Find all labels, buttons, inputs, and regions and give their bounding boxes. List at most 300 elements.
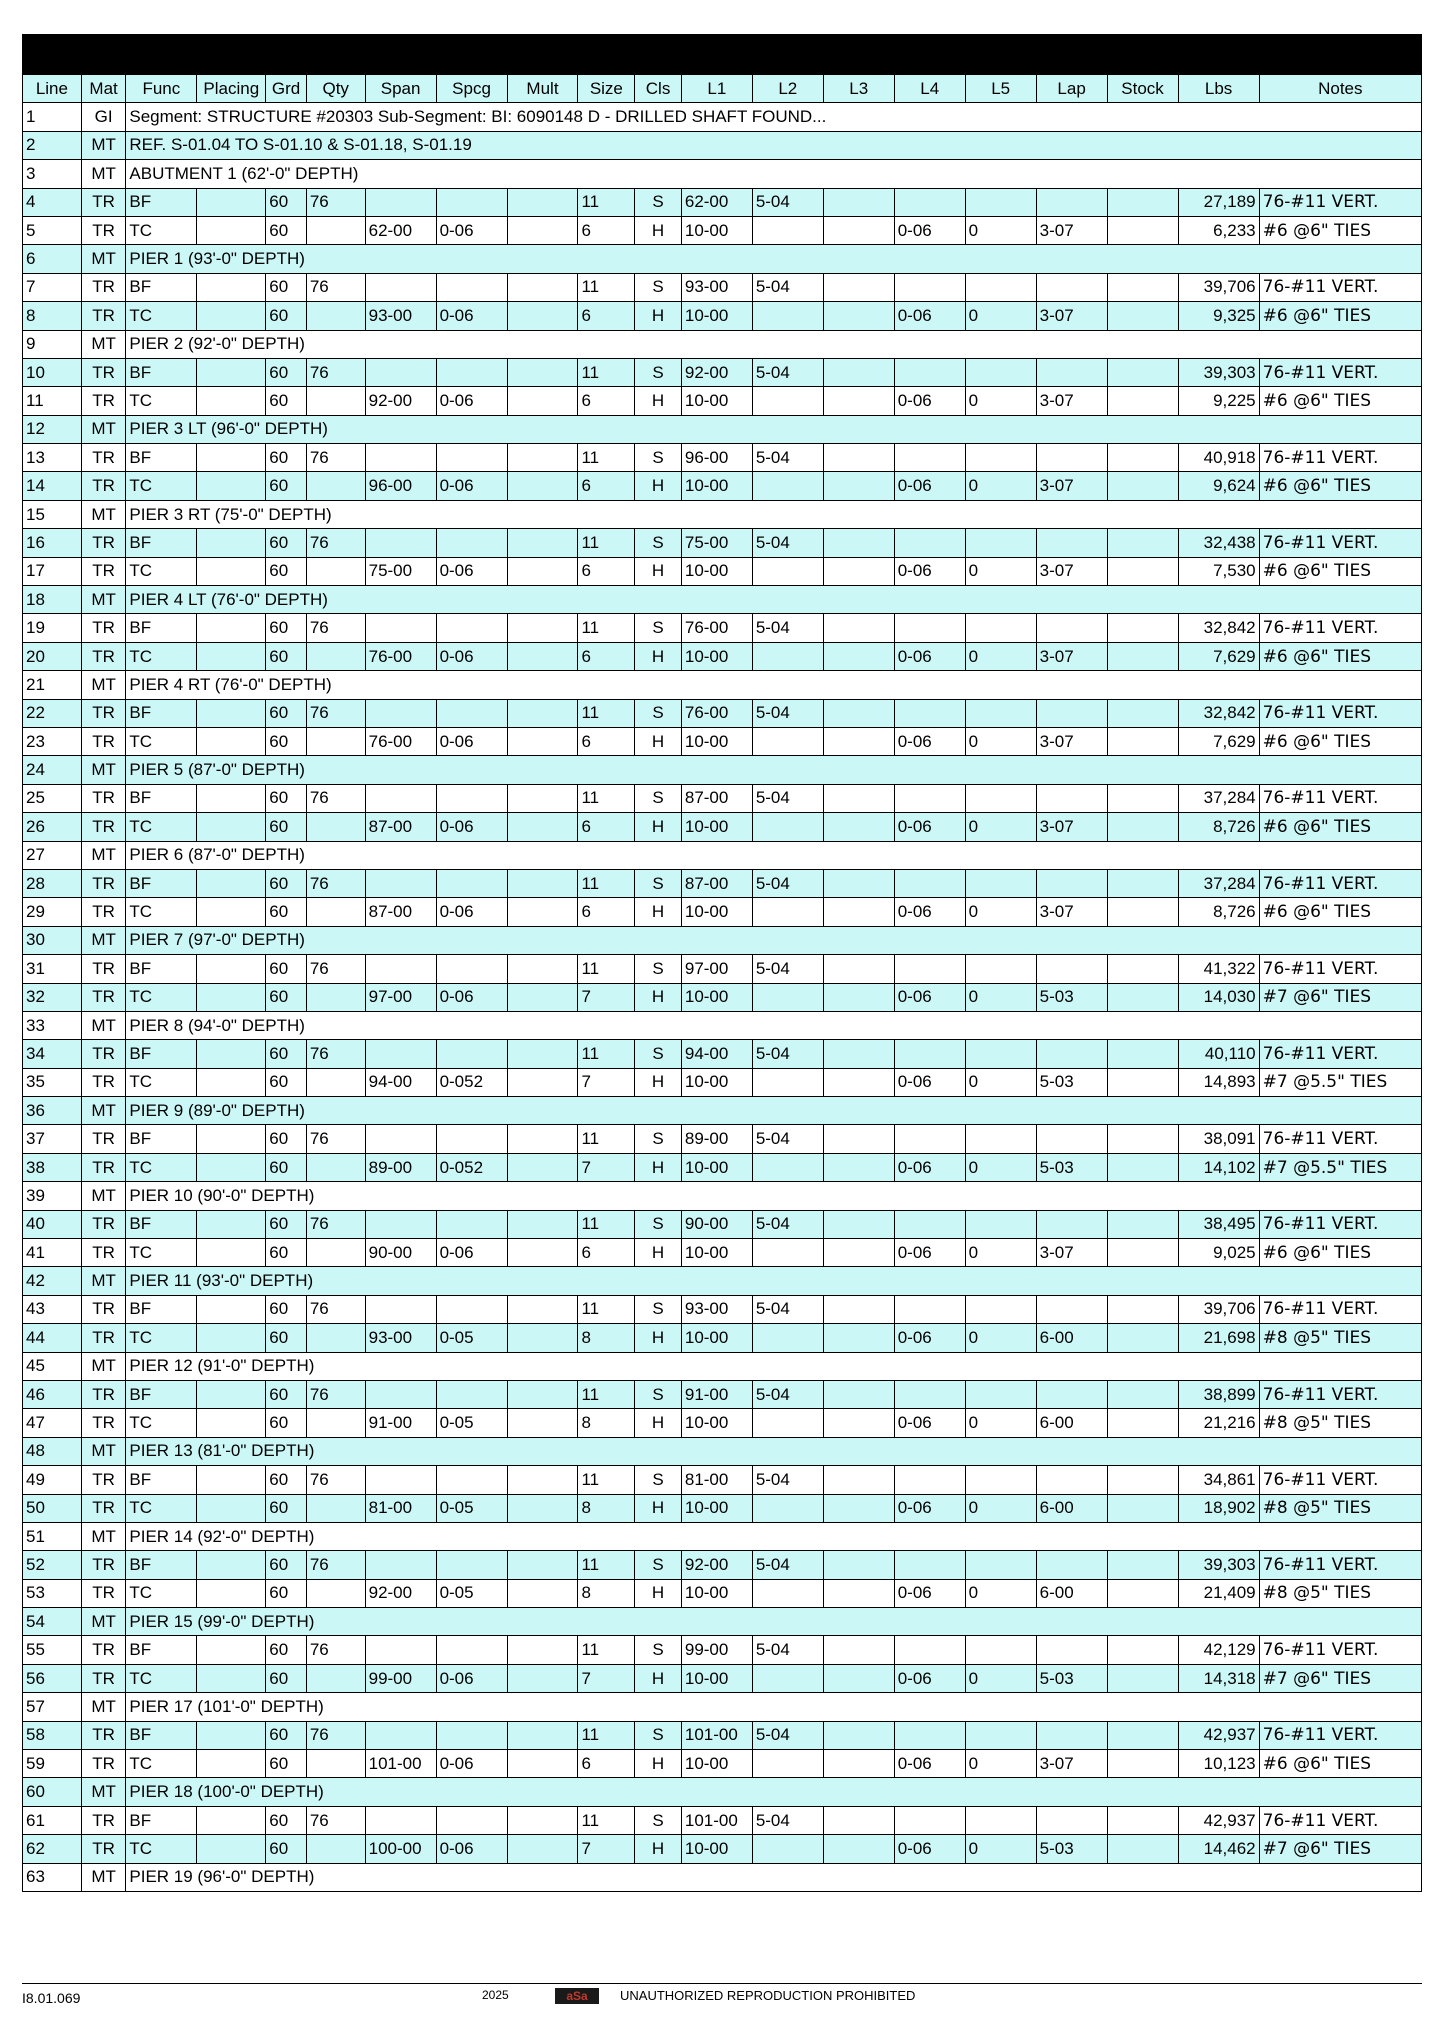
table-row [23,1664,1422,1692]
cell-line: 39 [23,1182,82,1210]
cell-cls: H [635,216,682,244]
cell-func: BF [126,1806,197,1834]
cell-l1: 10-00 [681,727,752,755]
table-row [23,1494,1422,1522]
table-row [23,444,1422,472]
cell-size: 11 [578,529,635,557]
cell-cls: S [635,1125,682,1153]
cell-cls: S [635,273,682,301]
cell-l1: 99-00 [681,1636,752,1664]
cell-span: 91-00 [365,1409,436,1437]
cell-mult [507,472,578,500]
cell-l5: 0 [965,1835,1036,1863]
cell-stock [1107,273,1178,301]
cell-line: 26 [23,813,82,841]
cell-spcg: 0-06 [436,302,507,330]
column-header-cls: Cls [635,75,682,103]
cell-l5: 0 [965,557,1036,585]
cell-l5 [965,699,1036,727]
cell-func: BF [126,358,197,386]
cell-placing [197,529,266,557]
cell-cls: S [635,699,682,727]
cell-func: TC [126,1494,197,1522]
cell-l5: 0 [965,898,1036,926]
cell-l1: 10-00 [681,1239,752,1267]
cell-mat: MT [81,1437,126,1465]
cell-span: 75-00 [365,557,436,585]
cell-mat: TR [81,273,126,301]
cell-mult [507,1295,578,1323]
cell-lbs: 38,495 [1178,1210,1259,1238]
cell-size: 7 [578,1153,635,1181]
cell-span: 92-00 [365,1579,436,1607]
cell-notes: 76-#11 VERT. [1259,444,1421,472]
cell-cls: S [635,188,682,216]
cell-lap: 5-03 [1036,1835,1107,1863]
cell-spcg: 0-05 [436,1579,507,1607]
cell-grd: 60 [266,1551,307,1579]
cell-mult [507,614,578,642]
cell-cls: H [635,1579,682,1607]
cell-l2 [752,1324,823,1352]
cell-lbs: 27,189 [1178,188,1259,216]
cell-lbs: 41,322 [1178,955,1259,983]
cell-l1: 10-00 [681,1324,752,1352]
cell-lap [1036,1210,1107,1238]
cell-notes: 76-#11 VERT. [1259,358,1421,386]
cell-line: 18 [23,586,82,614]
cell-size: 6 [578,1750,635,1778]
cell-l1: 76-00 [681,614,752,642]
cell-stock [1107,1153,1178,1181]
cell-func: BF [126,1551,197,1579]
table-row [23,1608,1422,1636]
cell-placing [197,444,266,472]
cell-mat: MT [81,841,126,869]
cell-placing [197,1295,266,1323]
table-row [23,302,1422,330]
cell-mult [507,1125,578,1153]
cell-l5: 0 [965,813,1036,841]
cell-spcg: 0-06 [436,813,507,841]
cell-mat: MT [81,160,126,188]
cell-l2 [752,1664,823,1692]
cell-spcg: 0-06 [436,387,507,415]
cell-qty [306,813,365,841]
cell-l2 [752,1239,823,1267]
cell-grd: 60 [266,813,307,841]
cell-placing [197,1409,266,1437]
cell-l3 [823,699,894,727]
table-row [23,1437,1422,1465]
cell-l2: 5-04 [752,1380,823,1408]
cell-line: 12 [23,415,82,443]
cell-stock [1107,1636,1178,1664]
cell-grd: 60 [266,302,307,330]
cell-qty: 76 [306,1551,365,1579]
cell-l4: 0-06 [894,813,965,841]
cell-line: 60 [23,1778,82,1806]
cell-grd: 60 [266,1721,307,1749]
cell-l5: 0 [965,1153,1036,1181]
cell-grd: 60 [266,1153,307,1181]
cell-lap: 3-07 [1036,813,1107,841]
cell-func: BF [126,699,197,727]
cell-mult [507,1068,578,1096]
cell-grd: 60 [266,529,307,557]
cell-l5: 0 [965,1750,1036,1778]
cell-line: 52 [23,1551,82,1579]
table-row [23,330,1422,358]
cell-l2 [752,472,823,500]
cell-l5: 0 [965,1068,1036,1096]
cell-span [365,1210,436,1238]
cell-lap: 3-07 [1036,898,1107,926]
cell-lbs: 39,303 [1178,358,1259,386]
cell-mat: MT [81,1778,126,1806]
cell-placing [197,1750,266,1778]
cell-l5 [965,1210,1036,1238]
cell-mult [507,557,578,585]
table-row [23,1579,1422,1607]
cell-line: 15 [23,500,82,528]
table-row [23,1835,1422,1863]
copyright-notice: UNAUTHORIZED REPRODUCTION PROHIBITED [620,1988,916,2003]
cell-lbs: 38,091 [1178,1125,1259,1153]
cell-line: 11 [23,387,82,415]
cell-mult [507,1721,578,1749]
cell-line: 14 [23,472,82,500]
cell-text: PIER 17 (101'-0" DEPTH) [126,1693,1422,1721]
cell-size: 11 [578,1040,635,1068]
cell-l4 [894,1210,965,1238]
cell-lbs: 7,530 [1178,557,1259,585]
cell-spcg: 0-06 [436,472,507,500]
cell-lap: 3-07 [1036,387,1107,415]
cell-l1: 10-00 [681,1494,752,1522]
cell-mat: MT [81,1522,126,1550]
cell-qty [306,1664,365,1692]
cell-l3 [823,1239,894,1267]
cell-l1: 90-00 [681,1210,752,1238]
cell-line: 25 [23,784,82,812]
column-header-mat: Mat [81,75,126,103]
cell-placing [197,358,266,386]
cell-lbs: 14,318 [1178,1664,1259,1692]
cell-mat: TR [81,1664,126,1692]
table-row [23,898,1422,926]
cell-span [365,699,436,727]
cell-mat: TR [81,898,126,926]
cell-l2: 5-04 [752,188,823,216]
cell-lbs: 9,325 [1178,302,1259,330]
cell-l3 [823,1040,894,1068]
cell-qty [306,1324,365,1352]
rebar-schedule-table [22,74,1422,1892]
cell-cls: S [635,955,682,983]
cell-spcg [436,529,507,557]
cell-stock [1107,472,1178,500]
cell-l4 [894,955,965,983]
cell-lap [1036,1551,1107,1579]
cell-line: 53 [23,1579,82,1607]
cell-func: BF [126,273,197,301]
cell-span [365,1806,436,1834]
cell-mat: TR [81,302,126,330]
cell-notes: #8 @5" TIES [1259,1579,1421,1607]
cell-spcg: 0-06 [436,1835,507,1863]
cell-func: TC [126,387,197,415]
cell-stock [1107,727,1178,755]
cell-stock [1107,642,1178,670]
cell-spcg [436,1295,507,1323]
cell-span [365,784,436,812]
cell-lbs: 39,706 [1178,1295,1259,1323]
cell-l2: 5-04 [752,444,823,472]
cell-l1: 62-00 [681,188,752,216]
cell-size: 7 [578,1664,635,1692]
cell-span [365,1551,436,1579]
cell-qty: 76 [306,1380,365,1408]
cell-qty [306,557,365,585]
cell-notes: 76-#11 VERT. [1259,188,1421,216]
cell-func: TC [126,1153,197,1181]
cell-l3 [823,1551,894,1579]
cell-func: TC [126,216,197,244]
cell-func: BF [126,529,197,557]
cell-l1: 10-00 [681,1153,752,1181]
table-row [23,869,1422,897]
cell-qty [306,1153,365,1181]
cell-size: 7 [578,1068,635,1096]
cell-l4 [894,1721,965,1749]
cell-l1: 81-00 [681,1466,752,1494]
table-row [23,1636,1422,1664]
cell-stock [1107,1324,1178,1352]
cell-l3 [823,358,894,386]
table-row [23,699,1422,727]
cell-lap [1036,358,1107,386]
cell-cls: S [635,1380,682,1408]
cell-mat: MT [81,1352,126,1380]
cell-func: TC [126,472,197,500]
cell-lap: 3-07 [1036,557,1107,585]
cell-l3 [823,188,894,216]
cell-func: TC [126,1835,197,1863]
cell-lap: 5-03 [1036,1664,1107,1692]
table-row [23,1551,1422,1579]
cell-mult [507,983,578,1011]
cell-lap [1036,1295,1107,1323]
table-row [23,671,1422,699]
cell-placing [197,1380,266,1408]
cell-placing [197,614,266,642]
cell-func: BF [126,188,197,216]
cell-stock [1107,784,1178,812]
cell-grd: 60 [266,387,307,415]
cell-l1: 89-00 [681,1125,752,1153]
column-header-l3: L3 [823,75,894,103]
cell-notes: #6 @6" TIES [1259,302,1421,330]
cell-spcg [436,614,507,642]
cell-size: 11 [578,273,635,301]
cell-grd: 60 [266,1664,307,1692]
cell-l4: 0-06 [894,557,965,585]
cell-lap [1036,1380,1107,1408]
cell-span: 97-00 [365,983,436,1011]
cell-text: PIER 4 RT (76'-0" DEPTH) [126,671,1422,699]
cell-l2: 5-04 [752,273,823,301]
cell-mat: MT [81,415,126,443]
cell-l2: 5-04 [752,1721,823,1749]
cell-l2 [752,1835,823,1863]
cell-lbs: 21,409 [1178,1579,1259,1607]
cell-l1: 87-00 [681,784,752,812]
cell-mat: GI [81,103,126,131]
cell-line: 44 [23,1324,82,1352]
cell-mult [507,784,578,812]
cell-stock [1107,1210,1178,1238]
cell-lap [1036,1806,1107,1834]
table-row [23,1182,1422,1210]
column-header-lbs: Lbs [1178,75,1259,103]
cell-l5: 0 [965,983,1036,1011]
cell-l5 [965,358,1036,386]
cell-func: TC [126,642,197,670]
cell-l5 [965,1295,1036,1323]
cell-spcg [436,699,507,727]
cell-lap: 3-07 [1036,302,1107,330]
cell-size: 11 [578,955,635,983]
cell-mat: TR [81,1324,126,1352]
cell-line: 33 [23,1011,82,1039]
cell-grd: 60 [266,1210,307,1238]
cell-l5: 0 [965,1324,1036,1352]
cell-qty [306,387,365,415]
cell-spcg [436,1466,507,1494]
cell-grd: 60 [266,557,307,585]
cell-l2: 5-04 [752,1551,823,1579]
cell-grd: 60 [266,1239,307,1267]
table-row [23,1153,1422,1181]
table-row [23,1806,1422,1834]
cell-size: 7 [578,1835,635,1863]
cell-qty: 76 [306,614,365,642]
cell-qty [306,983,365,1011]
cell-l4: 0-06 [894,983,965,1011]
cell-placing [197,1324,266,1352]
cell-mat: TR [81,387,126,415]
cell-mat: TR [81,1068,126,1096]
cell-stock [1107,216,1178,244]
cell-notes: 76-#11 VERT. [1259,529,1421,557]
cell-line: 42 [23,1267,82,1295]
cell-func: BF [126,955,197,983]
cell-lbs: 32,438 [1178,529,1259,557]
cell-notes: #6 @6" TIES [1259,813,1421,841]
cell-l2 [752,642,823,670]
cell-lap [1036,1636,1107,1664]
cell-span [365,1125,436,1153]
cell-placing [197,955,266,983]
cell-line: 19 [23,614,82,642]
cell-size: 11 [578,1125,635,1153]
cell-func: TC [126,898,197,926]
cell-lbs: 9,624 [1178,472,1259,500]
cell-line: 56 [23,1664,82,1692]
cell-stock [1107,1125,1178,1153]
cell-lap: 3-07 [1036,642,1107,670]
cell-func: TC [126,1750,197,1778]
cell-placing [197,302,266,330]
cell-l4 [894,784,965,812]
cell-placing [197,1494,266,1522]
cell-stock [1107,302,1178,330]
cell-l5 [965,1040,1036,1068]
cell-qty [306,642,365,670]
table-row [23,983,1422,1011]
cell-l3 [823,1324,894,1352]
cell-l4 [894,1125,965,1153]
table-row [23,926,1422,954]
cell-mat: TR [81,784,126,812]
cell-lap [1036,444,1107,472]
cell-l5 [965,1636,1036,1664]
cell-mult [507,1750,578,1778]
cell-qty: 76 [306,358,365,386]
cell-qty [306,1239,365,1267]
cell-grd: 60 [266,699,307,727]
cell-grd: 60 [266,1835,307,1863]
table-row [23,358,1422,386]
cell-placing [197,1125,266,1153]
cell-l2: 5-04 [752,1806,823,1834]
cell-placing [197,1636,266,1664]
cell-l3 [823,983,894,1011]
cell-qty [306,727,365,755]
cell-l3 [823,1068,894,1096]
cell-notes: #8 @5" TIES [1259,1324,1421,1352]
cell-span: 93-00 [365,302,436,330]
cell-spcg: 0-05 [436,1324,507,1352]
cell-l1: 10-00 [681,557,752,585]
cell-qty: 76 [306,699,365,727]
cell-lbs: 42,937 [1178,1721,1259,1749]
cell-line: 43 [23,1295,82,1323]
cell-span: 101-00 [365,1750,436,1778]
cell-size: 6 [578,1239,635,1267]
cell-text: PIER 1 (93'-0" DEPTH) [126,245,1422,273]
column-header-stock: Stock [1107,75,1178,103]
table-row [23,1522,1422,1550]
cell-func: BF [126,1295,197,1323]
table-row [23,813,1422,841]
cell-notes: #6 @6" TIES [1259,557,1421,585]
cell-lbs: 14,893 [1178,1068,1259,1096]
cell-grd: 60 [266,898,307,926]
cell-line: 13 [23,444,82,472]
cell-lap: 6-00 [1036,1579,1107,1607]
cell-l4: 0-06 [894,387,965,415]
cell-placing [197,869,266,897]
cell-mat: MT [81,1267,126,1295]
cell-stock [1107,869,1178,897]
cell-line: 63 [23,1863,82,1891]
cell-size: 8 [578,1409,635,1437]
cell-l5 [965,1806,1036,1834]
cell-cls: S [635,869,682,897]
cell-span: 90-00 [365,1239,436,1267]
